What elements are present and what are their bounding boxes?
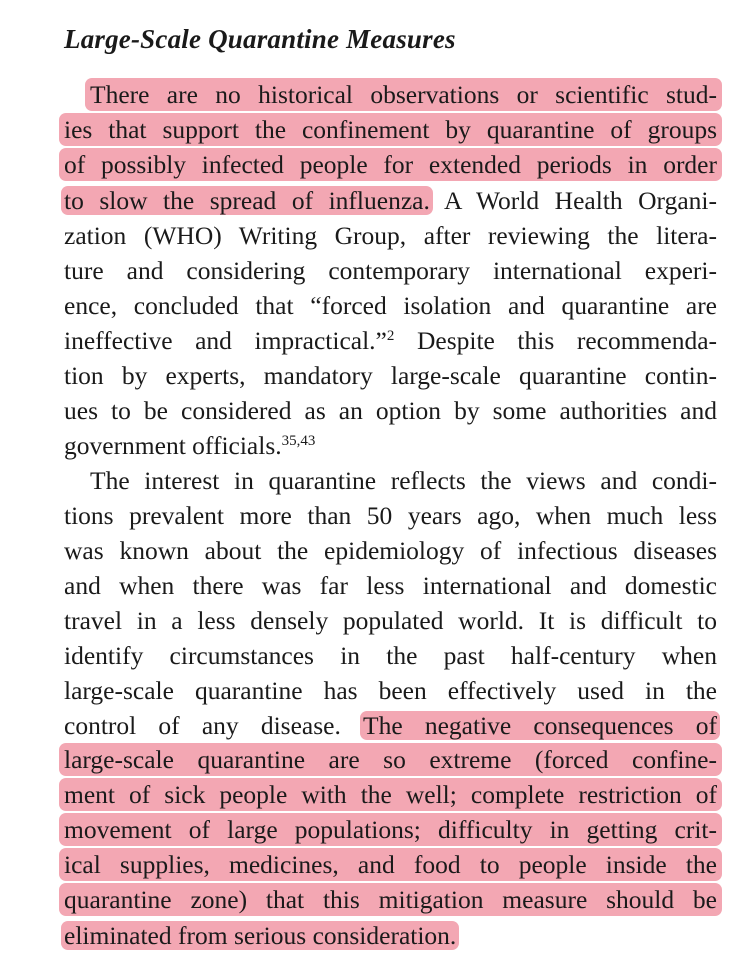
text-span: control of any disease. [64, 711, 341, 740]
text-line [64, 918, 717, 953]
text-line: ture and considering contemporary international experi- [64, 256, 717, 285]
section-heading: Large-Scale Quarantine Measures [64, 24, 456, 54]
text-line: was known about the epidemiology of infectious diseases [64, 536, 717, 565]
text-line: ues to be considered as an option by some authorities and [64, 396, 717, 425]
text-line [64, 183, 717, 218]
text-line-highlighted: There are no historical observations or scientific stud- [85, 78, 722, 111]
text-line-highlighted: ment of sick people with the well; complete restriction of [59, 778, 722, 811]
text-span: Despite this recommenda- [394, 326, 718, 355]
text-line: and when there was far less international and domestic [64, 571, 717, 600]
text-line: tions prevalent more than 50 years ago, when much less [64, 501, 717, 530]
text-line: zation (WHO) Writing Group, after reviewing the litera- [64, 221, 717, 250]
text-line-highlighted: ical supplies, medicines, and food to people inside the [59, 848, 722, 881]
text-line-highlighted: large-scale quarantine are so extreme (forced confine- [59, 743, 722, 776]
text-line [64, 323, 717, 358]
text-line: ence, concluded that “forced isolation and quarantine are [64, 291, 717, 320]
citation-superscript: 2 [386, 328, 395, 344]
text-span: A World Health Organi- [429, 186, 717, 215]
text-line-highlighted: ies that support the confinement by quarantine of groups [59, 113, 722, 146]
text-line: large-scale quarantine has been effectively used in the [64, 676, 717, 705]
text-line: identify circumstances in the past half-century when [64, 641, 717, 670]
text-line [64, 708, 717, 743]
highlighted-span: The negative consequences of [360, 711, 720, 740]
highlighted-span: eliminated from serious consideration. [61, 921, 459, 950]
text-line-highlighted: of possibly infected people for extended periods in order [59, 148, 722, 181]
text-line: The interest in quarantine reflects the views and condi- [90, 466, 717, 495]
text-line: tion by experts, mandatory large-scale quarantine contin- [64, 361, 717, 390]
text-line: travel in a less densely populated world. It is difficult to [64, 606, 717, 635]
text-span: ineffective and impractical.” [64, 326, 387, 355]
text-line-highlighted: quarantine zone) that this mitigation measure should be [59, 883, 722, 916]
highlighted-span: to slow the spread of influenza. [61, 186, 433, 215]
text-span: government officials. [64, 431, 282, 460]
citation-superscript: 35,43 [281, 433, 316, 449]
text-line [64, 428, 717, 463]
text-line-highlighted: movement of large populations; difficulty in getting crit- [59, 813, 722, 846]
